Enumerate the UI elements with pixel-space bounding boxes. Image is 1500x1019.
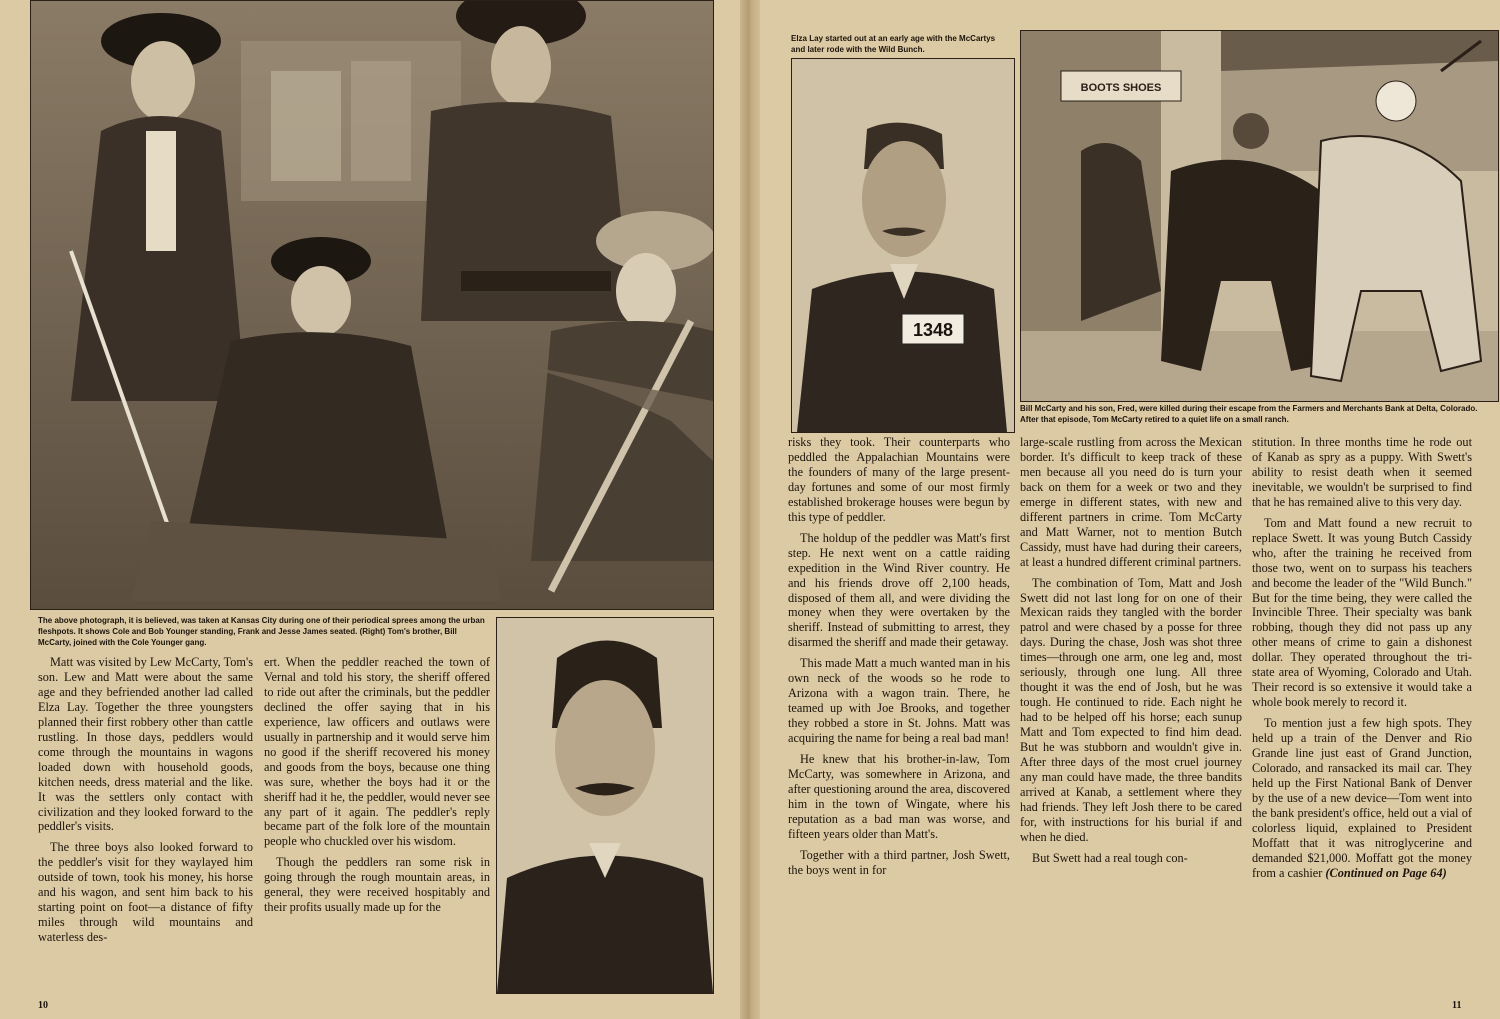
right-column-1 [788,435,1010,995]
continued-note: (Continued on Page 64) [1325,865,1447,880]
paragraph: This made Matt a much wanted man in his own neck of the woods so he rode to Arizona with a wagon train. There, he teamed up with Joe Brooks, and together they robbed a store in St. Johns. Matt was acquiring the name for being a real bad man! [788,656,1010,746]
paragraph: risks they took. Their counterparts who peddled the Appalachian Mountains were the founders of many of the large present-day fortunes and some of our most firmly established brokerage houses were begun by this type of peddler. [788,435,1010,524]
left-column-2 [264,655,490,995]
page-gutter [740,0,760,1019]
bank-escape-caption: Bill McCarty and his son, Fred, were killed during their escape from the Farmers and Merchants Bank at Delta, Colorado. After that episode, Tom McCarty retired to a quiet life on a small ranch. [1020,404,1478,424]
illustration-art [1021,31,1498,401]
left-column-1 [38,655,253,995]
group-photo-art [31,1,713,609]
portrait-art [497,618,713,993]
right-column-3 [1252,435,1472,995]
paragraph: Together with a third partner, Josh Swett, the boys went in for [788,847,1010,877]
paragraph: He knew that his brother-in-law, Tom McCarty, was somewhere in Arizona, and after questioning around the area, discovered him in the town of Wingate, where his reputation as a bad man was worse, and fifteen years older than Matt's. [788,752,1010,841]
group-photograph [30,0,714,610]
paragraph: Though the peddlers ran some risk in going through the rough mountain areas, in general, they were received hospitably and their profits usually made up for the [264,855,490,915]
page-number-left: 10 [38,1000,48,1011]
paragraph: Tom and Matt found a new recruit to replace Swett. It was young Butch Cassidy who, after the training he received from those two, went on to surpass his teachers and become the leader of the "Wild Bunch." But for the time being, they were called the Invincible Three. Their specialty was bank robbing, though they did not pass up any other means of crime to gain a dishonest dollar. They operated throughout the tri-state area of Wyoming, Colorado and Utah. Their record is so extensive it would take a whole book merely to record it. [1252,515,1472,710]
elza-lay-portrait [791,58,1015,433]
bank-escape-illustration [1020,30,1499,402]
prisoner-number: 1348 [912,320,954,340]
group-photo-caption: The above photograph, it is believed, was taken at Kansas City during one of their periodical sprees among the urban fleshpots. It shows Cole and Bob Younger standing, Frank and Jesse James seated. (Right) Tom's brother, Bill McCarty, joined with the Cole Younger gang. [38,616,485,647]
elza-portrait-art [792,59,1014,432]
paragraph [1252,716,1472,880]
paragraph: Matt was visited by Lew McCarty, Tom's son. Lew and Matt were about the same age and they befriended another lad called Elza Lay. Together the three youngsters planned their first robbery other than cattle rustling. In those days, peddlers would come through the mountains in wagons loaded down with household goods, kitchen needs, dress material and the like. It was the settlers only contact with civilization and they looked forward to the peddler's visits. [38,655,253,834]
storefront-sign: BOOTS SHOES [1080,82,1162,94]
paragraph: The holdup of the peddler was Matt's first step. He next went on a cattle raiding expedition in the Wind River country. He and his friends drove off 2,100 heads, disposed of them all, and were dividing the money when they were overtaken by the sheriff. Instead of submitting to arrest, they disarmed the sheriff and made their getaway. [788,530,1010,650]
right-column-2 [1020,435,1242,995]
paragraph: large-scale rustling from across the Mexican border. It's difficult to keep track of these men because all you need do is turn your back on them for a week or two and they emerge in different states, with new and different partners in crime. Tom McCarty and Matt Warner, not to mention Butch Cassidy, must have had during their careers, at least a hundred different criminal partners. [1020,435,1242,569]
page-number-right: 11 [1452,1000,1462,1011]
paragraph: But Swett had a real tough con- [1032,850,1188,865]
paragraph: stitution. In three months time he rode out of Kanab as spry as a puppy. With Swett's ability to resist death when it seemed inevitable, we wouldn't be surprised to find that he has remained alive to this very day. [1252,435,1472,509]
bill-mccarty-portrait [496,617,714,994]
paragraph: The combination of Tom, Matt and Josh Swett did not last long for on one of their Mexican raids they tangled with the border patrol and were chased by a posse for three days. During the chase, Josh was shot three times—through one arm, one leg and, most seriously, through one lung. All three thought it was the end of Josh, but he was tough. He continued to ride. Each night he had to be helped off his horse; each sunup Matt and Tom expected to find him dead. But he was stubborn and wouldn't give in. After three days of the most cruel journey any man could have made, the three bandits arrived at Kanab, a settlement where they had friends. They left Josh there to be cared for, with instructions for his burial if and when he died. [1020,575,1242,844]
paragraph-text: To mention just a few high spots. They held up a train of the Denver and Rio Grande line just east of Grand Junction, Colorado, and ransacked its mail car. They held up the First National Bank of Denver by the use of a new device—Tom went into the bank president's office, held out a vial of colorless liquid, explained to President Moffatt that it was nitroglycerine and demanded $21,000. Moffatt got the money from a cashier [1252,716,1472,880]
paragraph: ert. When the peddler reached the town of Vernal and told his story, the sheriff offered to ride out after the criminals, but the peddler declined the offer saying that in his experience, law officers and outlaws were usually in partnership and it would serve him no good if the sheriff recovered his money and goods from the boys, because one thing was sure, whether the boys had it or the sheriff had it he, the peddler, would never see any part of it again. The peddler's reply became part of the folk lore of the mountain people who chuckled over his wisdom. [264,655,490,849]
elza-lay-caption: Elza Lay started out at an early age with the McCartys and later rode with the Wild Bunch. [791,34,996,54]
paragraph: The three boys also looked forward to the peddler's visit for they waylayed him outside of town, took his money, his horse and his wagon, and sent him back to his starting point on foot—a distance of fifty miles through wild mountains and waterless des- [38,840,253,945]
